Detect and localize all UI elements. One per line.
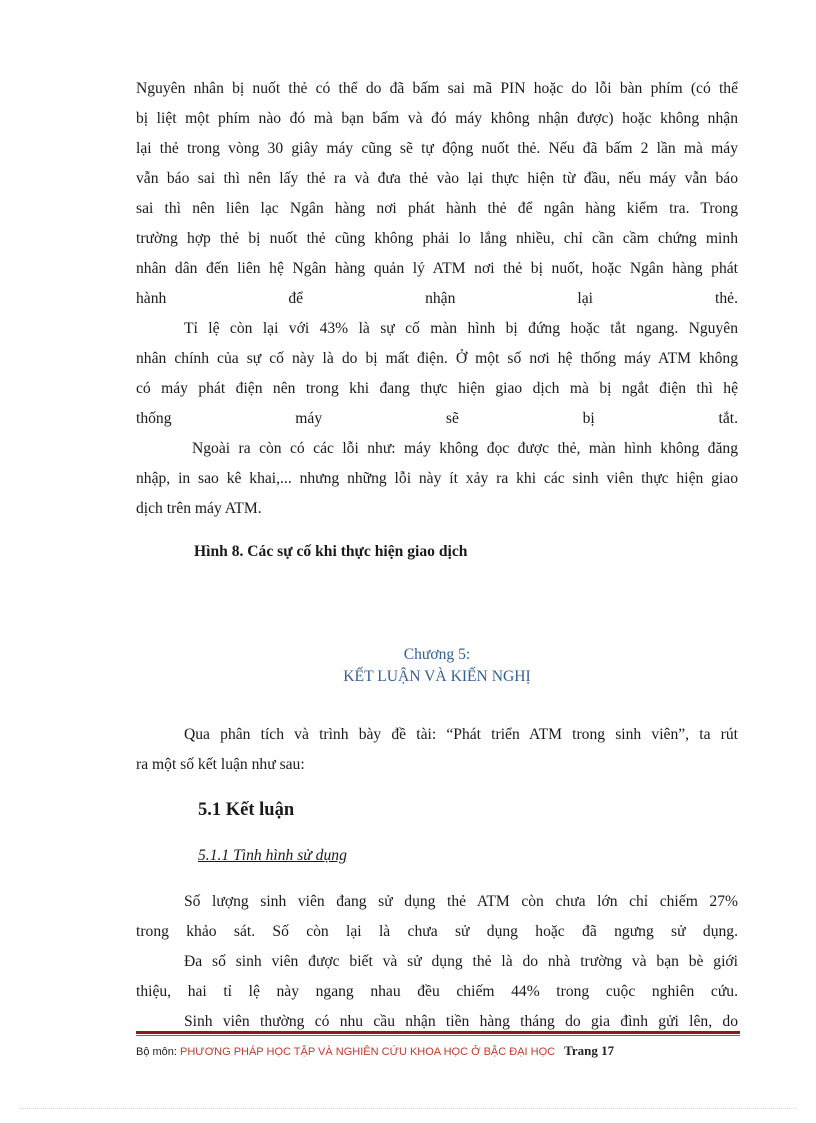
text-line: trong khảo sát. Số còn lại là chưa sử dụng hoặc đã ngưng sử dụng. [136, 923, 738, 940]
text-line: Đa số sinh viên được biết và sử dụng thẻ là do nhà trường và bạn bè giới [184, 953, 738, 970]
intro-paragraph [136, 720, 738, 780]
text-line: nhập, in sao kê khai,... nhưng những lỗi này ít xảy ra khi các sinh viên thực hiện giao [136, 470, 738, 487]
text-line: thiệu, hai tỉ lệ này ngang nhau đều chiếm 44% trong cuộc nghiên cứu. [136, 983, 738, 1000]
text-line: Tỉ lệ còn lại với 43% là sự cố màn hình bị đứng hoặc tắt ngang. Nguyên [184, 320, 738, 337]
text-line: Số lượng sinh viên đang sử dụng thẻ ATM còn chưa lớn chỉ chiếm 27% [184, 893, 738, 910]
chapter-label: Chương 5: [403, 646, 471, 663]
section-troubleshooting [136, 74, 738, 524]
text-line: Ngoài ra còn có các lỗi như: máy không đọc được thẻ, màn hình không đăng [192, 440, 738, 457]
text-line: hành để nhận lại thẻ. [136, 290, 738, 307]
section-heading: 5.1 Kết luận [198, 800, 295, 820]
page-number: Trang 17 [564, 1043, 615, 1058]
text-line: bị liệt một phím nào đó mà bạn bấm và đó máy không nhận được) hoặc không nhận [136, 110, 738, 127]
footer-rule [136, 1031, 740, 1034]
text-line: nhân chính của sự cố này là do bị mất điện. Ở một số nơi hệ thống máy ATM không [136, 350, 738, 367]
text-line: Nguyên nhân bị nuốt thẻ có thể do đã bấm sai mã PIN hoặc do lỗi bàn phím (có thể [136, 80, 738, 97]
page-footer [136, 1043, 614, 1059]
text-line: nhân dân đến liên hệ Ngân hàng quản lý ATM nơi thẻ bị nuốt, hoặc Ngân hàng phát [136, 260, 738, 277]
section-usage [136, 887, 738, 1037]
chapter-title: KẾT LUẬN VÀ KIẾN NGHỊ [343, 668, 531, 685]
text-line: Qua phân tích và trình bày đề tài: “Phát triển ATM trong sinh viên”, ta rút [184, 726, 738, 743]
subsection-heading: 5.1.1 Tình hình sử dụng [198, 847, 347, 864]
text-line: sai thì nên liên lạc Ngân hàng nơi phát hành thẻ để ngân hàng kiểm tra. Trong [136, 200, 738, 217]
footer-prefix: Bộ môn: [136, 1046, 177, 1058]
text-line: lại thẻ trong vòng 30 giây máy cũng sẽ tự động nuốt thẻ. Nếu đã bấm 2 lần mà máy [136, 140, 738, 157]
text-line: trường hợp thẻ bị nuốt thẻ cũng không phải lo lắng nhiều, chỉ cần cầm chứng minh [136, 230, 738, 247]
footer-subject: PHƯƠNG PHÁP HỌC TẬP VÀ NGHIÊN CỨU KHOA HỌC Ở BẬC ĐẠI HỌC [180, 1046, 556, 1058]
text-line: thống máy sẽ bị tắt. [136, 410, 738, 427]
text-line: Sinh viên thường có nhu cầu nhận tiền hàng tháng do gia đình gửi lên, do [184, 1013, 738, 1030]
text-line: dịch trên máy ATM. [136, 500, 262, 517]
text-line: ra một số kết luận như sau: [136, 756, 305, 773]
text-line: vẫn báo sai thì nên lấy thẻ ra và đưa thẻ vào lại thực hiện từ đầu, nếu máy vẫn báo [136, 170, 738, 187]
page-bottom-dotted-line [20, 1108, 796, 1109]
footer-rule-thin [136, 1035, 740, 1036]
text-line: có máy phát điện nên trong khi đang thực hiện giao dịch mà bị ngắt điện thì hệ [136, 380, 738, 397]
figure-caption: Hình 8. Các sự cố khi thực hiện giao dịch [194, 543, 468, 560]
